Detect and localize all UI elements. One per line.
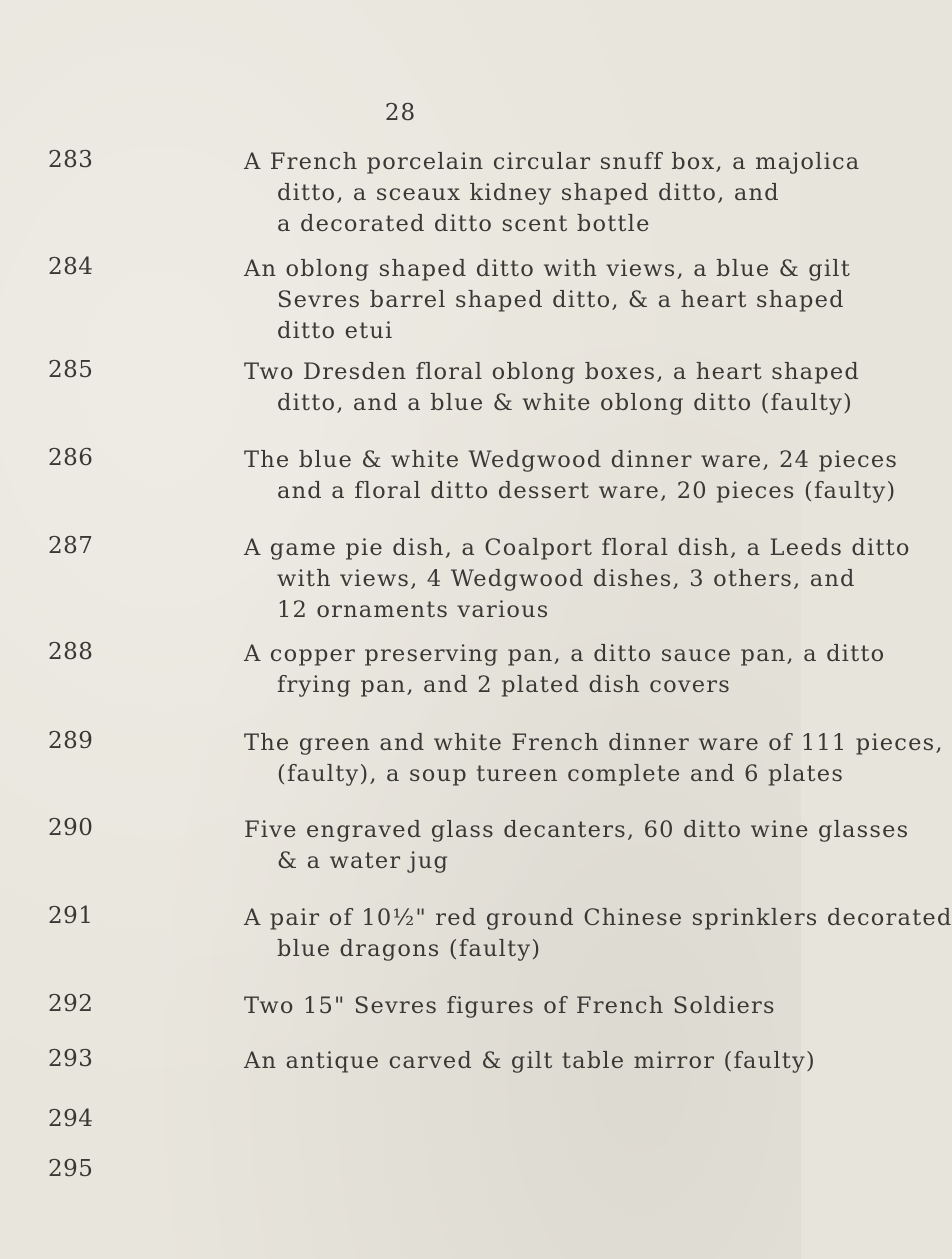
- lot-number: 283: [48, 147, 94, 173]
- description-line: A pair of 10½" red ground Chinese sprinklers decorated: [244, 905, 952, 931]
- lot-description: [244, 815, 910, 877]
- lot-description: [244, 639, 886, 701]
- lot-number: 288: [48, 639, 94, 665]
- description-line: with views, 4 Wedgwood dishes, 3 others, and: [277, 566, 856, 592]
- lot-number: 287: [48, 533, 94, 559]
- lot-number: 286: [48, 445, 94, 471]
- description-line: blue dragons (faulty): [277, 936, 542, 962]
- description-line: 12 ornaments various: [277, 597, 550, 623]
- lot-description: [244, 728, 944, 790]
- description-line: The green and white French dinner ware of 111 pieces,: [244, 730, 944, 756]
- description-line: An oblong shaped ditto with views, a blue & gilt: [244, 256, 851, 282]
- description-line: The blue & white Wedgwood dinner ware, 24 pieces: [244, 447, 899, 473]
- lot-description: [244, 533, 911, 626]
- lot-description: [244, 903, 952, 965]
- lot-description: [244, 254, 851, 347]
- description-line: Sevres barrel shaped ditto, & a heart shaped: [277, 287, 845, 313]
- lot-number: 292: [48, 991, 94, 1017]
- lot-description: [244, 991, 794, 1022]
- lot-description: [244, 445, 899, 507]
- description-line: ditto, a sceaux kidney shaped ditto, and: [277, 180, 780, 206]
- lot-number: 284: [48, 254, 94, 280]
- description-line: & a water jug: [277, 848, 450, 874]
- lot-number: 290: [48, 815, 94, 841]
- description-line: Two Dresden floral oblong boxes, a heart shaped: [244, 359, 861, 385]
- lot-number: 294: [48, 1106, 94, 1132]
- description-line: An antique carved & gilt table mirror (faulty): [244, 1048, 816, 1074]
- description-line: and a floral ditto dessert ware, 20 pieces (faulty): [277, 478, 897, 504]
- description-line: A game pie dish, a Coalport floral dish, a Leeds ditto: [244, 535, 911, 561]
- lot-number: 293: [48, 1046, 94, 1072]
- lot-description: [244, 1046, 816, 1077]
- description-line: A French porcelain circular snuff box, a majolica: [244, 149, 861, 175]
- lot-number: 291: [48, 903, 94, 929]
- description-line: A copper preserving pan, a ditto sauce pan, a ditto: [244, 641, 886, 667]
- description-line: a decorated ditto scent bottle: [277, 211, 651, 237]
- description-line: Five engraved glass decanters, 60 ditto wine glasses: [244, 817, 910, 843]
- description-line: ditto etui: [277, 318, 394, 344]
- lot-number: 289: [48, 728, 94, 754]
- description-line: ditto, and a blue & white oblong ditto (faulty): [277, 390, 854, 416]
- lot-number: 285: [48, 357, 94, 383]
- description-line: (faulty), a soup tureen complete and 6 plates: [277, 761, 845, 787]
- page-number: 28: [384, 100, 417, 126]
- description-line: Two 15" Sevres figures of French Soldiers: [244, 993, 776, 1019]
- description-line: frying pan, and 2 plated dish covers: [277, 672, 731, 698]
- lot-description: [244, 147, 861, 240]
- lot-number: 295: [48, 1156, 94, 1182]
- lot-description: [244, 357, 861, 419]
